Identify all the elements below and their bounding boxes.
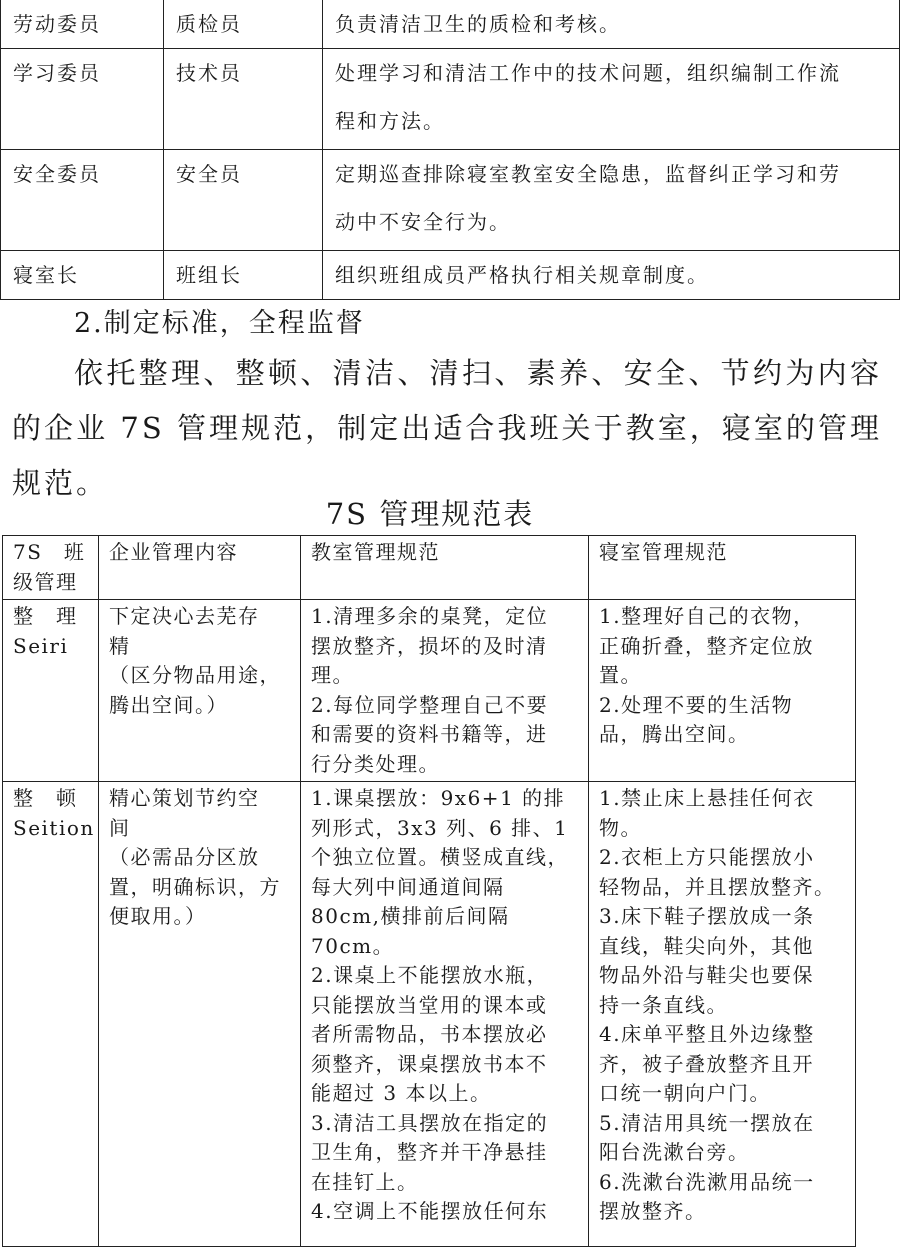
role-name-cell: 技术员	[164, 49, 323, 150]
table-title: 7S 管理规范表	[325, 497, 535, 531]
table-row	[1, 0, 900, 49]
role-title-cell: 学习委员	[1, 49, 164, 150]
header-cell-classroom: 教室管理规范	[301, 536, 589, 600]
header-cell-dorm: 寝室管理规范	[589, 536, 856, 600]
table-row	[1, 49, 900, 150]
section-heading: 2.制定标准，全程监督	[74, 308, 365, 339]
role-title-cell: 安全委员	[1, 150, 164, 251]
dorm-cell: 1.禁止床上悬挂任何衣 物。 2.衣柜上方只能摆放小 轻物品，并且摆放整齐。 3.床下鞋子摆放成一条 直线，鞋尖向外，其他 物品外沿与鞋尖也要保 持一条直线。 4.床单平整且外边缘整 齐，被子叠放整齐且开 口统一朝向户门。 5.清洁用具统一摆放在 阳台洗漱台旁。 6.洗漱台洗漱用品统一 摆放整齐。	[589, 782, 856, 1247]
header-cell-category: 7S 班 级管理	[3, 536, 99, 600]
role-name-cell: 安全员	[164, 150, 323, 251]
table-header-row	[3, 536, 856, 600]
role-title-cell: 寝室长	[1, 251, 164, 300]
dorm-cell: 1.整理好自己的衣物， 正确折叠，整齐定位放 置。 2.处理不要的生活物 品，腾出空间。	[589, 600, 856, 782]
category-cell: 整 顿 Seition	[3, 782, 99, 1247]
role-duty-cell: 组织班组成员严格执行相关规章制度。	[323, 251, 900, 300]
table-row	[1, 150, 900, 251]
enterprise-cell: 下定决心去芜存 精 （区分物品用途， 腾出空间。）	[99, 600, 301, 782]
role-duty-cell: 负责清洁卫生的质检和考核。	[323, 0, 900, 49]
table-row	[3, 782, 856, 1247]
table-row	[3, 600, 856, 782]
classroom-cell: 1.课桌摆放：9x6+1 的排 列形式，3x3 列、6 排、1 个独立位置。横竖成直线， 每大列中间通道间隔 80cm,横排前后间隔 70cm。 2.课桌上不能摆放水瓶， 只能摆放当堂用的课本或 者所需物品，书本摆放必 须整齐，课桌摆放书本不 能超过 3 本以上。 3.清洁工具摆放在指定的 卫生角，整齐并干净悬挂 在挂钉上。 4.空调上不能摆放任何东	[301, 782, 589, 1247]
role-title-cell: 劳动委员	[1, 0, 164, 49]
classroom-cell: 1.清理多余的桌凳，定位 摆放整齐，损坏的及时清 理。 2.每位同学整理自己不要 和需要的资料书籍等，进 行分类处理。	[301, 600, 589, 782]
category-cell: 整 理 Seiri	[3, 600, 99, 782]
enterprise-cell: 精心策划节约空 间 （必需品分区放 置，明确标识，方 便取用。）	[99, 782, 301, 1247]
table-row	[1, 251, 900, 300]
role-duty-cell: 处理学习和清洁工作中的技术问题，组织编制工作流 程和方法。	[323, 49, 900, 150]
roles-table	[0, 0, 900, 300]
sevens-table	[2, 535, 856, 1247]
role-name-cell: 质检员	[164, 0, 323, 49]
section-paragraph: 依托整理、整顿、清洁、清扫、素养、安全、节约为内容的企业 7S 管理规范，制定出适合我班关于教室，寝室的管理规范。	[12, 356, 882, 500]
header-cell-enterprise: 企业管理内容	[99, 536, 301, 600]
role-name-cell: 班组长	[164, 251, 323, 300]
role-duty-cell: 定期巡查排除寝室教室安全隐患，监督纠正学习和劳 动中不安全行为。	[323, 150, 900, 251]
